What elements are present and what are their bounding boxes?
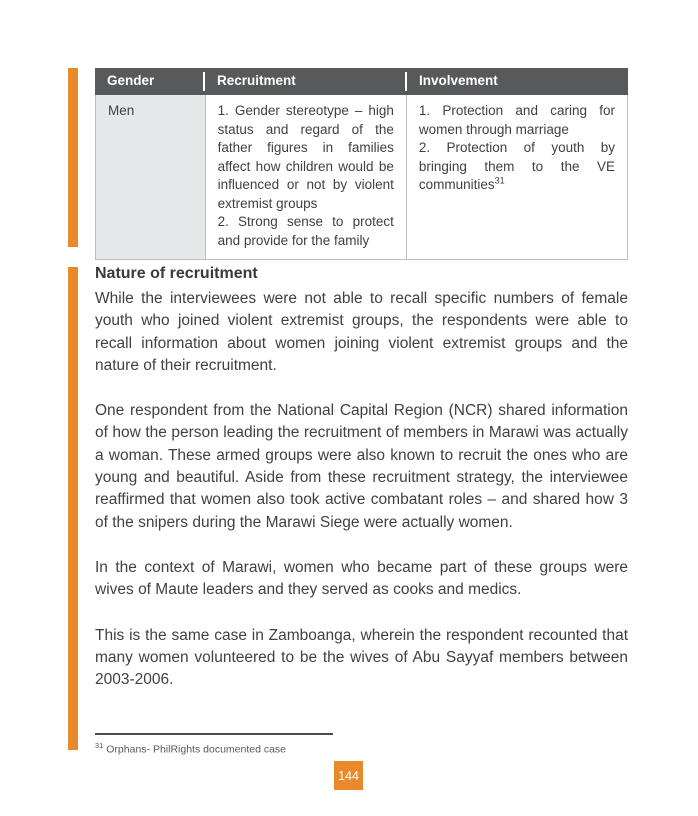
footnote-reference-marker: 31 (494, 175, 505, 186)
involvement-item-1: 1. Protection and caring for women through marriage (418, 103, 615, 137)
table-cell-gender: Men (96, 95, 206, 259)
accent-bar-table (68, 68, 78, 247)
involvement-item-2-text: 2. Protection of youth by bringing them to the VE communities (418, 140, 615, 192)
table-row (95, 95, 628, 260)
accent-bar-text (68, 267, 78, 750)
table-header-row (95, 68, 628, 95)
footnote-ref-number: 31 (95, 741, 104, 750)
paragraph-1: While the interviewees were not able to recall specific numbers of female youth who joined violent extremist groups, the respondents were able to recall information about women joining violent extremist groups and the nature of their recruitment. (95, 290, 628, 374)
table-cell-recruitment (206, 95, 407, 259)
recruitment-item-2: 2. Strong sense to protect and provide for the family (217, 214, 394, 248)
involvement-item-2 (419, 139, 615, 195)
page-number-badge: 144 (334, 761, 363, 790)
body-content (95, 263, 628, 714)
recruitment-item-1: 1. Gender stereotype – high status and regard of the father figures in families affect how children would be influenced or not by violent extremist groups (217, 103, 394, 211)
section-heading: Nature of recruitment (95, 265, 258, 282)
footnote (95, 741, 286, 756)
gender-recruitment-table (95, 68, 628, 260)
table-header-gender: Gender (95, 72, 205, 91)
footnote-text: Orphans- PhilRights documented case (103, 743, 287, 756)
table-cell-involvement (407, 95, 627, 259)
paragraph-2: One respondent from the National Capital Region (NCR) shared information of how the person leading the recruitment of members in Marawi was actually a woman. These armed groups were also known to recruit the ones who are young and beautiful. Aside from these recruitment strategy, the interviewee reaffirmed that women also took active combatant roles – and shared how 3 of the snipers during the Marawi Siege were actually women. (95, 402, 628, 531)
table-header-involvement: Involvement (419, 73, 498, 89)
table-header-recruitment: Recruitment (205, 72, 407, 91)
footnote-divider (95, 733, 333, 735)
paragraph-3: In the context of Marawi, women who became part of these groups were wives of Maute leaders and they served as cooks and medics. (95, 558, 628, 599)
paragraph-4: This is the same case in Zamboanga, wherein the respondent recounted that many women volunteered to be the wives of Abu Sayyaf members between 2003-2006. (95, 626, 628, 689)
